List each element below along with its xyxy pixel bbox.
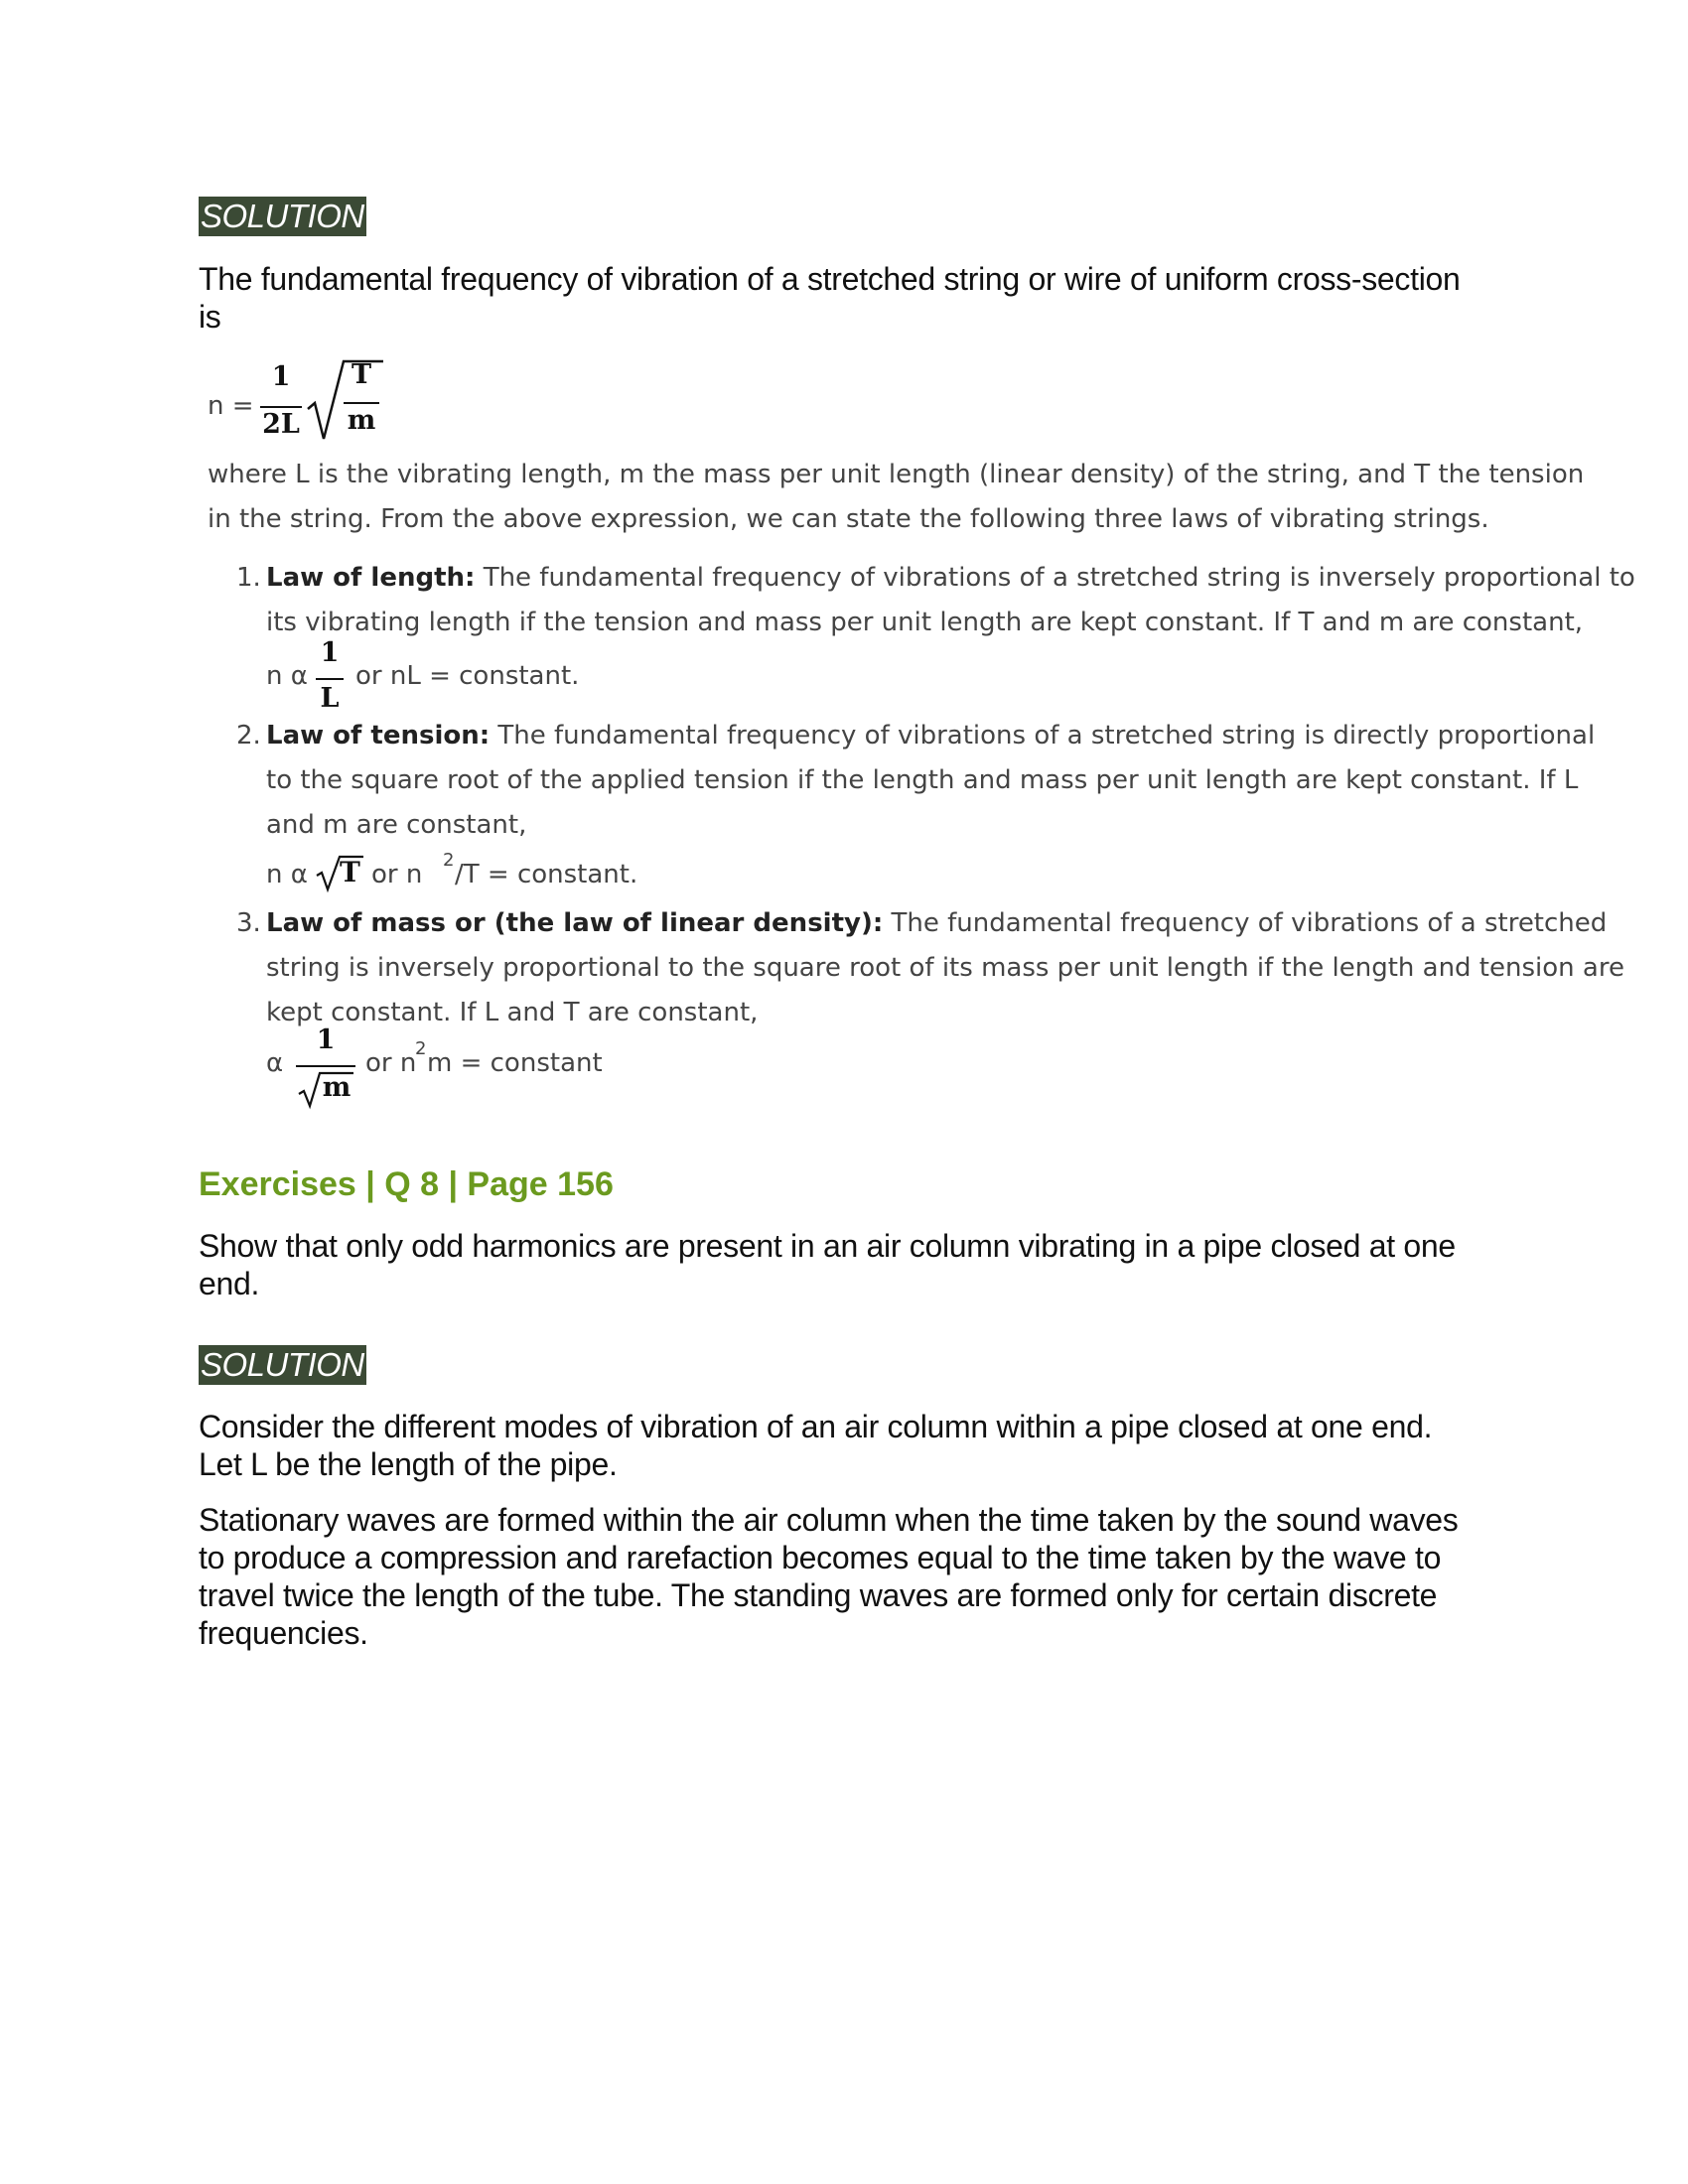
eq-fraction-bar (296, 1065, 355, 1067)
law-text (266, 714, 1626, 848)
eq-prefix: α (266, 1048, 284, 1078)
law-title: Law of tension: (266, 721, 491, 751)
list-number: 3. (236, 908, 261, 938)
list-number: 1. (236, 563, 261, 593)
eq-prefix: n α (266, 661, 308, 691)
formula-lhs: n = (208, 391, 254, 421)
law-body: The fundamental frequency of vibrations of a stretched string is inversely proportional to the square root of its mass per unit length if the length and tension are kept constant. If L and T are constant, (266, 908, 1624, 1027)
eq-mid: or n (365, 1048, 417, 1078)
law-title: Law of length: (266, 563, 476, 593)
intro-paragraph: The fundamental frequency of vibration of a stretched string or wire of uniform cross-section is (199, 261, 1461, 335)
eq-superscript: 2 (415, 1038, 427, 1059)
answer-paragraph-2: Stationary waves are formed within the air column when the time taken by the sound waves to produce a compression and rarefaction becomes equal to the time taken by the wave to travel twice the length of the tube. The standing waves are formed only for certain discrete frequencies. (199, 1502, 1459, 1651)
solution-badge: SOLUTION (201, 1346, 364, 1383)
list-number: 2. (236, 721, 261, 751)
law-body: The fundamental frequency of vibrations of a stretched string is directly proportional to the square root of the applied tension if the length and mass per unit length are kept constant. If L and m are constant, (266, 721, 1596, 840)
eq-superscript: 2 (443, 850, 455, 871)
law-title: Law of mass or (the law of linear density): (266, 908, 884, 938)
where-paragraph: where L is the vibrating length, m the mass per unit length (linear density) of the string, and T the tension in the string. From the above expression, we can state the following three laws of vibrating strings. (208, 460, 1585, 534)
sqrt-radicand: m (322, 1072, 352, 1103)
eq-prefix: n α (266, 860, 308, 889)
formula-numerator: 1 (271, 361, 291, 392)
answer-paragraph-1: Consider the different modes of vibration of an air column within a pipe closed at one end. Let L be the length of the pipe. (199, 1409, 1433, 1482)
eq-numerator: 1 (320, 637, 340, 668)
law-text (266, 901, 1656, 1035)
law-body: The fundamental frequency of vibrations of a stretched string is inversely proportional to its vibrating length if the tension and mass per unit length are kept constant. If T and m are constant, (266, 563, 1635, 637)
sqrt-numerator: T (351, 359, 372, 390)
sqrt-radicand: T (340, 856, 360, 888)
solution-badge: SOLUTION (201, 198, 364, 234)
question-text: Show that only odd harmonics are present in an air column vibrating in a pipe closed at one end. (199, 1228, 1456, 1301)
eq-suffix: /T = constant. (455, 860, 638, 889)
eq-denominator: L (320, 683, 340, 714)
law-text (266, 556, 1646, 645)
eq-suffix: m = constant (427, 1048, 603, 1078)
eq-numerator: 1 (316, 1024, 336, 1055)
sqrt-fraction-bar (344, 402, 379, 404)
formula-denominator: 2L (262, 409, 300, 440)
eq-mid: or n (371, 860, 423, 889)
formula-fraction-bar (260, 406, 302, 408)
sqrt-denominator: m (347, 405, 376, 436)
eq-fraction-bar (316, 678, 344, 680)
eq-suffix: or nL = constant. (355, 661, 580, 691)
exercise-heading: Exercises | Q 8 | Page 156 (199, 1165, 614, 1203)
